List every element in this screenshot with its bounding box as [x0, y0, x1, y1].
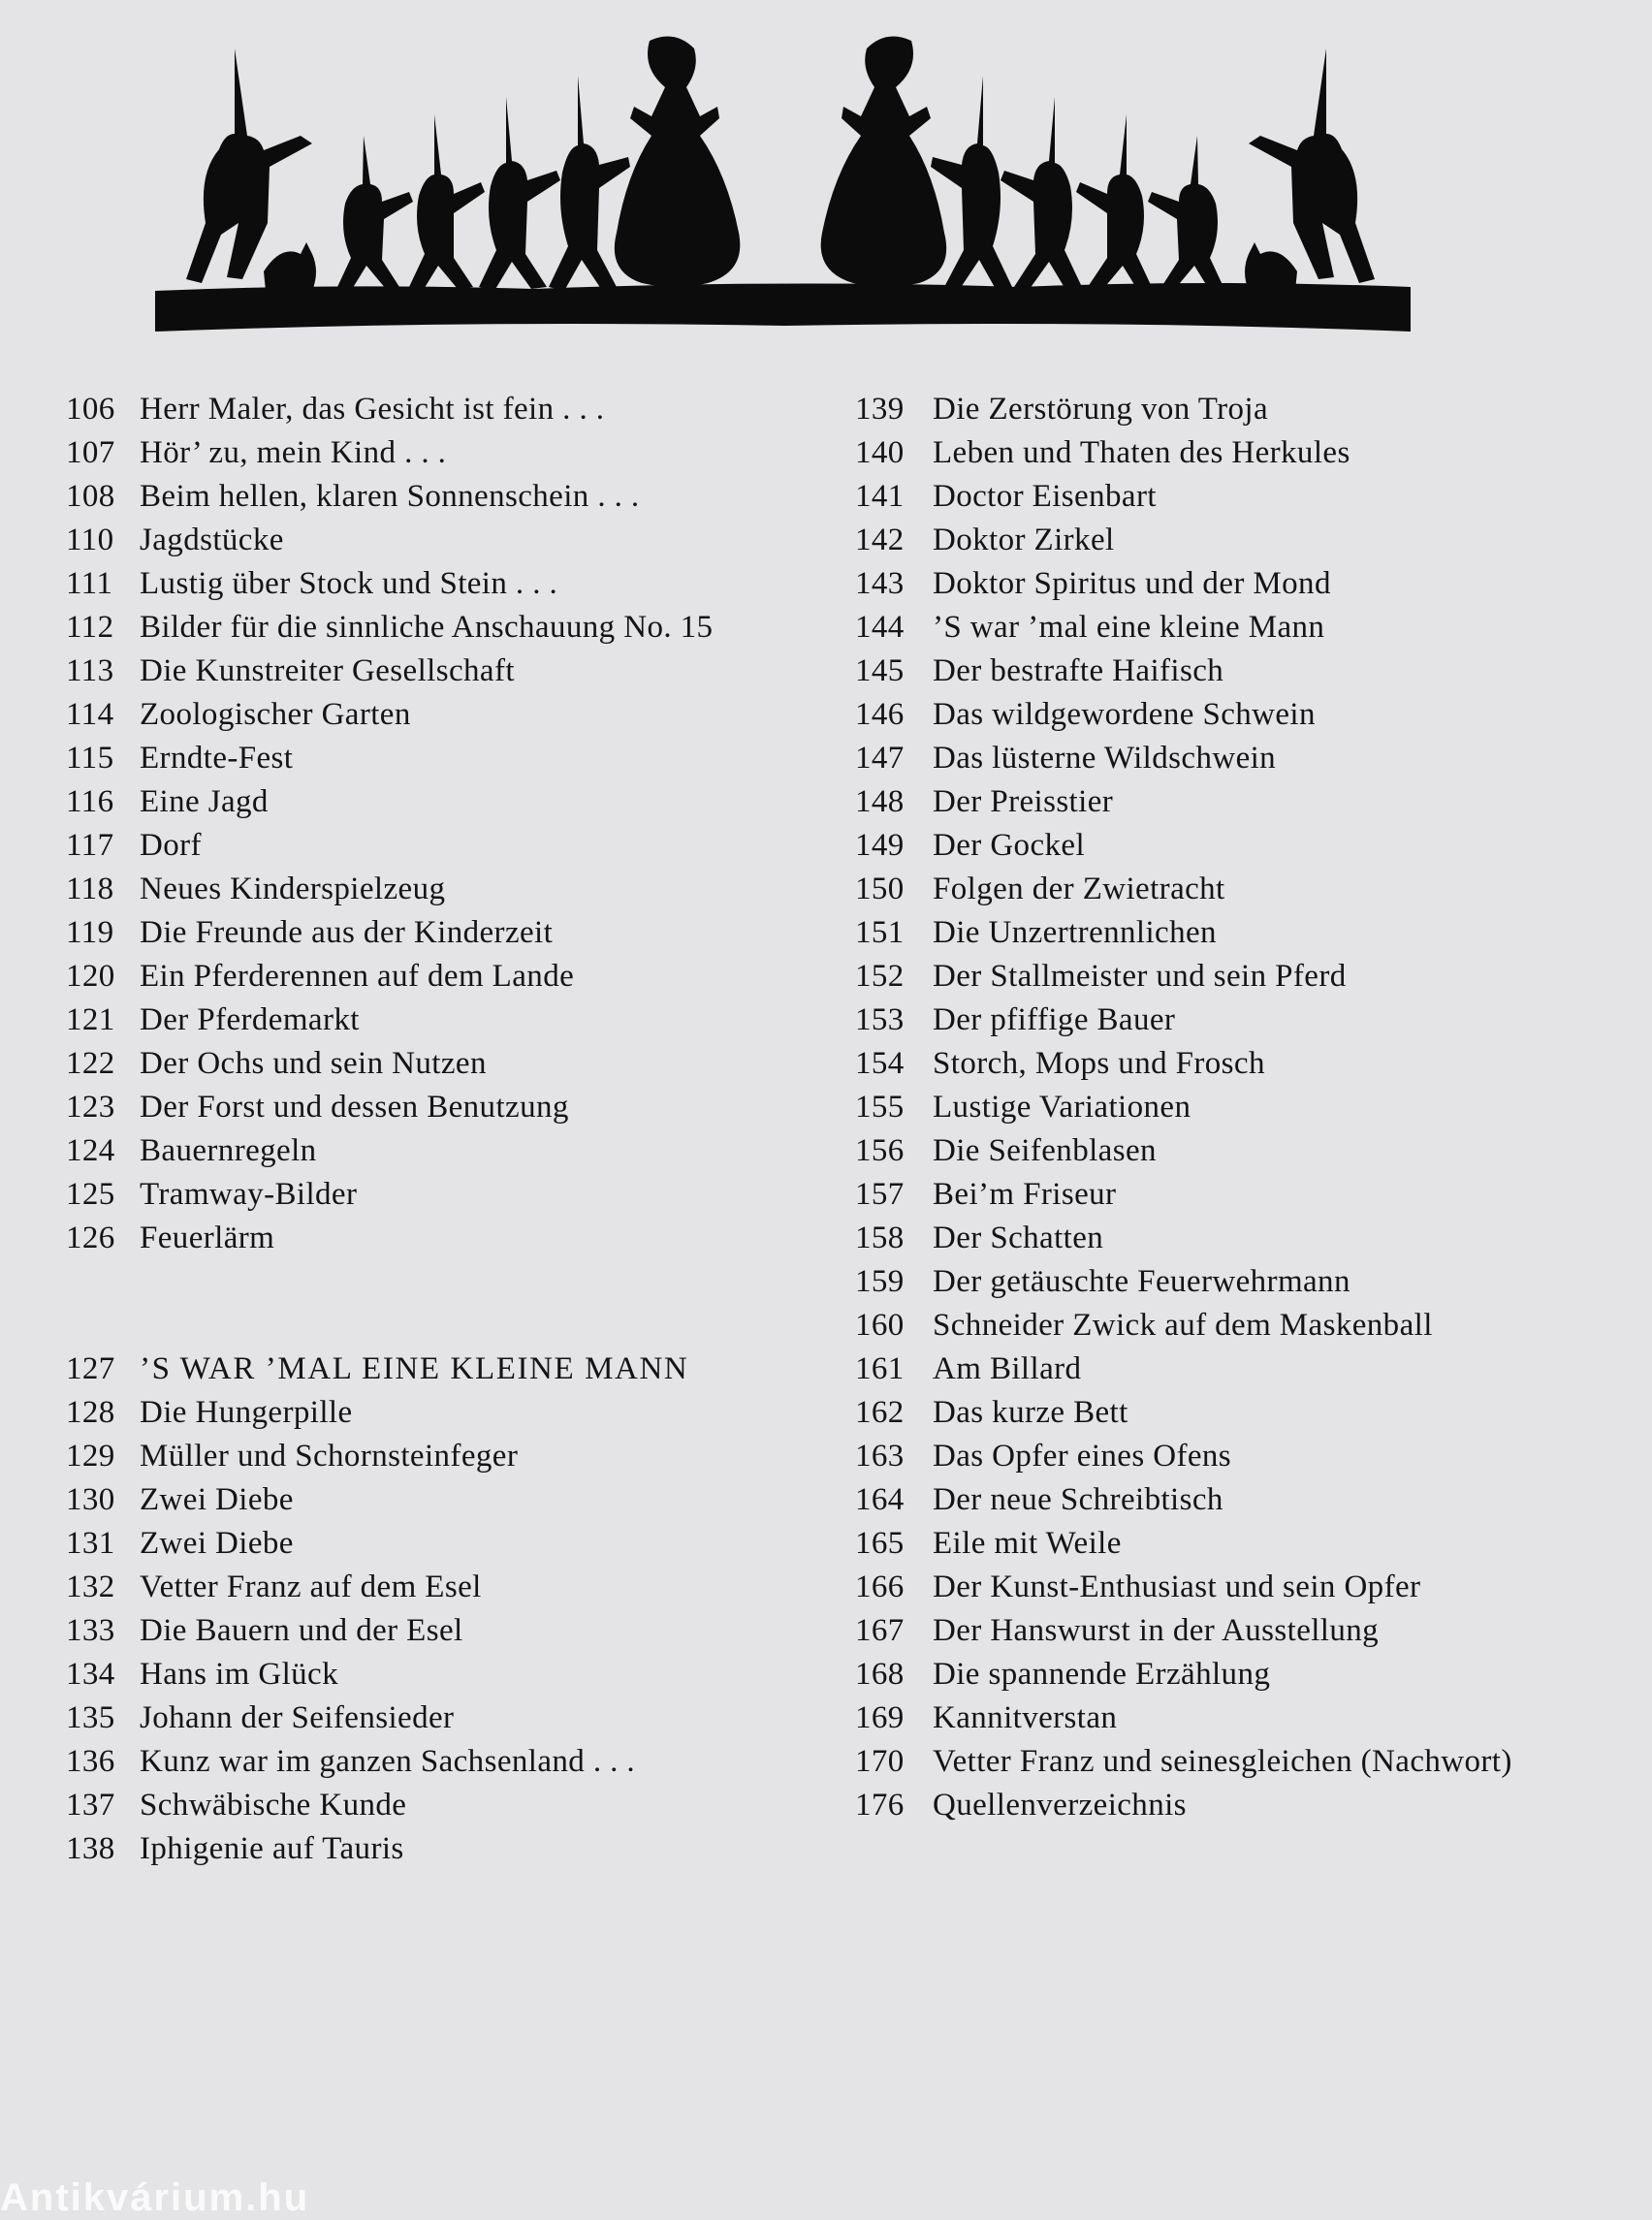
toc-entry — [855, 1348, 1512, 1391]
entry-title: Eile mit Weile — [933, 1526, 1122, 1561]
page-number: 159 — [855, 1264, 905, 1299]
page-number: 119 — [66, 915, 114, 950]
toc-entry — [66, 1217, 713, 1260]
page-number: 110 — [66, 523, 114, 557]
toc-entry — [855, 1478, 1512, 1522]
entry-title: Das lüsterne Wildschwein — [933, 741, 1277, 776]
section-gap — [66, 1260, 713, 1348]
toc-entry — [855, 1522, 1512, 1566]
page-number: 138 — [66, 1831, 115, 1866]
toc-entry — [855, 1173, 1512, 1217]
toc-entry — [66, 1566, 713, 1609]
entry-title: Folgen der Zwietracht — [933, 872, 1225, 906]
toc-entry — [855, 1784, 1512, 1827]
page-number: 151 — [855, 915, 905, 950]
entry-title: Leben und Thaten des Herkules — [933, 435, 1350, 470]
toc-entry — [855, 737, 1512, 780]
page-number: 114 — [66, 697, 114, 732]
entry-title: Feuerlärm — [140, 1221, 275, 1255]
entry-title: Vetter Franz auf dem Esel — [140, 1570, 482, 1604]
page-number: 176 — [855, 1788, 905, 1823]
entry-title: Der Hanswurst in der Ausstellung — [933, 1613, 1380, 1648]
toc-entry — [66, 737, 713, 780]
entry-title: Hans im Glück — [140, 1657, 339, 1692]
toc-entry — [66, 1740, 713, 1784]
toc-entry — [855, 1566, 1512, 1609]
page-number: 124 — [66, 1133, 115, 1168]
page-number: 117 — [66, 828, 114, 863]
toc-entry — [66, 1784, 713, 1827]
page-number: 141 — [855, 479, 905, 514]
toc-entry — [66, 693, 713, 737]
toc-entry — [66, 1173, 713, 1217]
toc-entry — [66, 1391, 713, 1435]
page-number: 142 — [855, 523, 905, 557]
entry-title: Die Bauern und der Esel — [140, 1613, 463, 1648]
toc-entry — [855, 780, 1512, 824]
toc-entry — [66, 519, 713, 562]
page-number: 169 — [855, 1700, 905, 1735]
toc-entry — [855, 388, 1512, 431]
entry-title: Die Hungerpille — [140, 1395, 353, 1430]
entry-title: Iphigenie auf Tauris — [140, 1831, 404, 1866]
toc-entry — [66, 1478, 713, 1522]
entry-title: Müller und Schornsteinfeger — [140, 1439, 519, 1474]
entry-title: Der Pferdemarkt — [140, 1002, 360, 1037]
toc-entry — [855, 868, 1512, 911]
entry-title: Eine Jagd — [140, 784, 269, 819]
page-number: 156 — [855, 1133, 905, 1168]
section-title: ’S WAR ’MAL EINE KLEINE MANN — [140, 1351, 689, 1386]
page-number: 155 — [855, 1090, 905, 1125]
toc-entry — [66, 475, 713, 519]
toc-entry — [66, 431, 713, 475]
page-number: 125 — [66, 1177, 115, 1212]
page-number: 168 — [855, 1657, 905, 1692]
silhouette-illustration — [145, 29, 1420, 339]
page-number: 116 — [66, 784, 114, 819]
page-number: 150 — [855, 872, 905, 906]
page-number: 107 — [66, 435, 115, 470]
entry-title: Vetter Franz und seinesgleichen (Nachwort) — [933, 1744, 1512, 1779]
entry-title: Neues Kinderspielzeug — [140, 872, 446, 906]
toc-entry — [855, 999, 1512, 1042]
entry-title: Bauernregeln — [140, 1133, 317, 1168]
toc-entry — [855, 911, 1512, 955]
toc-right-list — [855, 388, 1512, 1827]
entry-title: Lustige Variationen — [933, 1090, 1191, 1125]
page-number: 143 — [855, 566, 905, 601]
entry-title: Der getäuschte Feuerwehrmann — [933, 1264, 1350, 1299]
toc-entry — [66, 780, 713, 824]
toc-entry — [855, 606, 1512, 650]
entry-title: Dorf — [140, 828, 202, 863]
toc-entry — [66, 868, 713, 911]
entry-title: Der Preisstier — [933, 784, 1114, 819]
entry-title: Herr Maler, das Gesicht ist fein . . . — [140, 392, 605, 427]
entry-title: Der Kunst-Enthusiast und sein Opfer — [933, 1570, 1421, 1604]
entry-title: Ein Pferderennen auf dem Lande — [140, 959, 575, 994]
page-number: 130 — [66, 1482, 115, 1517]
entry-title: Zwei Diebe — [140, 1526, 294, 1561]
entry-title: Johann der Seifensieder — [140, 1700, 455, 1735]
toc-entry — [66, 388, 713, 431]
page-number: 166 — [855, 1570, 905, 1604]
page-number: 163 — [855, 1439, 905, 1474]
entry-title: Kannitverstan — [933, 1700, 1118, 1735]
toc-entry — [66, 1653, 713, 1697]
entry-title: Der Schatten — [933, 1221, 1104, 1255]
toc-entry — [855, 955, 1512, 999]
entry-title: Doktor Spiritus und der Mond — [933, 566, 1331, 601]
toc-entry — [855, 693, 1512, 737]
page-number: 152 — [855, 959, 905, 994]
page-number: 120 — [66, 959, 115, 994]
toc-entry — [855, 1042, 1512, 1086]
entry-title: Doktor Zirkel — [933, 523, 1115, 557]
entry-title: Lustig über Stock und Stein . . . — [140, 566, 558, 601]
toc-entry — [855, 650, 1512, 693]
toc-entry — [66, 1697, 713, 1740]
page-number: 135 — [66, 1700, 115, 1735]
entry-title: Am Billard — [933, 1351, 1082, 1386]
page-number: 137 — [66, 1788, 115, 1823]
entry-title: Die Zerstörung von Troja — [933, 392, 1268, 427]
toc-entry — [66, 1827, 713, 1871]
toc-entry — [855, 1697, 1512, 1740]
entry-title: Die Unzertrennlichen — [933, 915, 1217, 950]
toc-entry — [66, 999, 713, 1042]
entry-title: Der Forst und dessen Benutzung — [140, 1090, 569, 1125]
page-number: 167 — [855, 1613, 905, 1648]
page-number: 128 — [66, 1395, 115, 1430]
entry-title: Das kurze Bett — [933, 1395, 1128, 1430]
page-number: 158 — [855, 1221, 905, 1255]
page-number: 108 — [66, 479, 115, 514]
page-number: 147 — [855, 741, 905, 776]
page-number: 131 — [66, 1526, 115, 1561]
page-number: 127 — [66, 1351, 115, 1386]
entry-title: Doctor Eisenbart — [933, 479, 1157, 514]
page-number: 113 — [66, 653, 114, 688]
entry-title: Die Seifenblasen — [933, 1133, 1157, 1168]
toc-entry — [66, 1042, 713, 1086]
toc-left-list — [66, 388, 713, 1260]
entry-title: Zwei Diebe — [140, 1482, 294, 1517]
entry-title: Der neue Schreibtisch — [933, 1482, 1223, 1517]
entry-title: Die Kunstreiter Gesellschaft — [140, 653, 515, 688]
toc-entry — [66, 1086, 713, 1129]
page-number: 149 — [855, 828, 905, 863]
toc-entry — [66, 955, 713, 999]
toc-entry — [66, 1522, 713, 1566]
toc-entry — [66, 1129, 713, 1173]
toc-entry — [66, 1609, 713, 1653]
page-number: 148 — [855, 784, 905, 819]
section-heading — [66, 1348, 713, 1391]
page-number: 134 — [66, 1657, 115, 1692]
page-number: 121 — [66, 1002, 115, 1037]
toc-entry — [66, 1435, 713, 1478]
entry-title: Die Freunde aus der Kinderzeit — [140, 915, 554, 950]
toc-entry — [855, 824, 1512, 868]
entry-title: Quellenverzeichnis — [933, 1788, 1187, 1823]
entry-title: Bilder für die sinnliche Anschauung No. 15 — [140, 610, 714, 645]
entry-title: Zoologischer Garten — [140, 697, 411, 732]
toc-entry — [66, 562, 713, 606]
entry-title: Der Ochs und sein Nutzen — [140, 1046, 487, 1081]
toc-entry — [66, 824, 713, 868]
entry-title: Schwäbische Kunde — [140, 1788, 407, 1823]
toc-entry — [855, 1740, 1512, 1784]
toc-entry — [855, 1653, 1512, 1697]
entry-title: Jagdstücke — [140, 523, 284, 557]
toc-entry — [66, 911, 713, 955]
toc-left-list-b — [66, 1391, 713, 1871]
page-number: 106 — [66, 392, 115, 427]
page-number: 132 — [66, 1570, 115, 1604]
entry-title: Tramway-Bilder — [140, 1177, 358, 1212]
toc-entry — [855, 431, 1512, 475]
toc-entry — [855, 1086, 1512, 1129]
page-number: 164 — [855, 1482, 905, 1517]
toc-entry — [855, 475, 1512, 519]
watermark: Antikvárium.hu — [0, 2176, 310, 2219]
toc-entry — [855, 519, 1512, 562]
page-number: 154 — [855, 1046, 905, 1081]
page-number: 157 — [855, 1177, 905, 1212]
page-number: 136 — [66, 1744, 115, 1779]
toc-entry — [855, 1129, 1512, 1173]
page-number: 170 — [855, 1744, 905, 1779]
toc-right-column — [855, 388, 1512, 1827]
toc-entry — [855, 1304, 1512, 1348]
toc-entry — [855, 1609, 1512, 1653]
page-number: 111 — [66, 566, 113, 601]
toc-entry — [66, 650, 713, 693]
page-number: 112 — [66, 610, 114, 645]
entry-title: Bei’m Friseur — [933, 1177, 1117, 1212]
entry-title: Der Stallmeister und sein Pferd — [933, 959, 1347, 994]
page-number: 153 — [855, 1002, 905, 1037]
page-number: 129 — [66, 1439, 115, 1474]
entry-title: Das wildgewordene Schwein — [933, 697, 1316, 732]
page-number: 115 — [66, 741, 114, 776]
entry-title: ’S war ’mal eine kleine Mann — [933, 610, 1325, 645]
page-number: 139 — [855, 392, 905, 427]
toc-entry — [855, 1260, 1512, 1304]
page-number: 145 — [855, 653, 905, 688]
entry-title: Schneider Zwick auf dem Maskenball — [933, 1308, 1433, 1343]
entry-title: Der bestrafte Haifisch — [933, 653, 1224, 688]
entry-title: Beim hellen, klaren Sonnenschein . . . — [140, 479, 640, 514]
entry-title: Erndte-Fest — [140, 741, 294, 776]
entry-title: Storch, Mops und Frosch — [933, 1046, 1265, 1081]
toc-entry — [855, 1217, 1512, 1260]
toc-entry — [855, 1391, 1512, 1435]
entry-title: Der pfiffige Bauer — [933, 1002, 1176, 1037]
toc-entry — [855, 562, 1512, 606]
page-number: 133 — [66, 1613, 115, 1648]
entry-title: Hör’ zu, mein Kind . . . — [140, 435, 447, 470]
page-number: 118 — [66, 872, 114, 906]
toc-entry — [66, 606, 713, 650]
page-number: 160 — [855, 1308, 905, 1343]
page-number: 146 — [855, 697, 905, 732]
toc-left-column — [66, 388, 713, 1871]
entry-title: Kunz war im ganzen Sachsenland . . . — [140, 1744, 636, 1779]
page-number: 126 — [66, 1221, 115, 1255]
page-number: 122 — [66, 1046, 115, 1081]
page-number: 165 — [855, 1526, 905, 1561]
entry-title: Der Gockel — [933, 828, 1086, 863]
toc-entry — [855, 1435, 1512, 1478]
page-number: 140 — [855, 435, 905, 470]
page-number: 144 — [855, 610, 905, 645]
entry-title: Das Opfer eines Ofens — [933, 1439, 1232, 1474]
page-number: 123 — [66, 1090, 115, 1125]
page-number: 162 — [855, 1395, 905, 1430]
entry-title: Die spannende Erzählung — [933, 1657, 1271, 1692]
page-number: 161 — [855, 1351, 905, 1386]
